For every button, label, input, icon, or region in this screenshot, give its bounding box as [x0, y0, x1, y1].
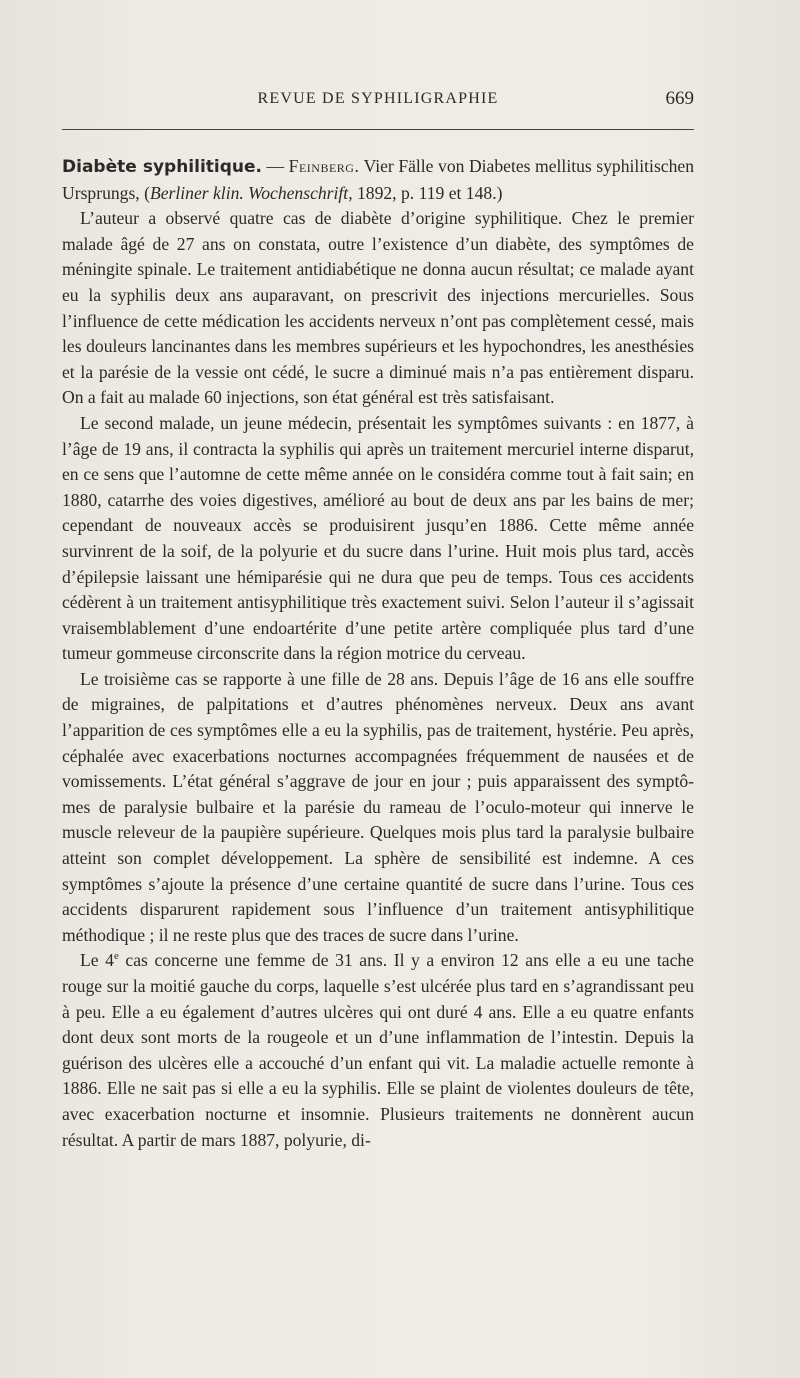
running-head	[62, 86, 694, 114]
reference-text: Vier Fälle von Diabetes mellitus syphilitischen Ursprungs, (	[62, 156, 695, 203]
header-rule	[62, 129, 694, 130]
reference-citation: 1892, p. 119 et 148.)	[352, 182, 503, 203]
reference-journal: Berliner klin. Wochenschrift,	[149, 182, 353, 203]
article-body	[62, 154, 694, 1153]
paragraph-case-4-text: cas concerne une femme de 31 ans. Il y a environ 12 ans elle a eu une tache rouge sur la moitié gauche du corps, laquelle s’est ulcérée plus tard en s’agrandissant peu à peu. Elle a eu également d’autres ulcères qui ont duré 4 ans. Elle a eu quatre enfants dont deux sont morts de la rougeole et un d’une inflammation de l’intestin. Depuis la guérison des ulcères elle a accouché d’un enfant qui vit. La maladie actuelle remonte à 1886. Elle ne sait pas si elle a eu la syphilis. Elle se plaint de violentes douleurs de tête, avec exacerbation nocturne et insomnie. Plusieurs traitements ne donnèrent aucun résultat. A partir de mars 1887, polyurie, di-	[62, 950, 694, 1150]
bibliographic-reference	[62, 154, 694, 206]
paragraph-case-4	[62, 948, 694, 1153]
running-title: REVUE DE SYPHILIGRAPHIE	[257, 90, 499, 107]
reference-author: Feinberg.	[288, 156, 360, 176]
reference-title: Diabète syphilitique.	[62, 157, 262, 177]
page-number: 669	[665, 88, 694, 109]
paragraph-case-1: L’auteur a observé quatre cas de diabète d’origine syphilitique. Chez le premier malade âgé de 27 ans on constata, outre l’existence d’un diabète, des symptômes de méningite spinale. Le traitement antidiabétique ne donna aucun résultat; ce malade ayant eu la syphilis deux ans auparavant, on prescrivit des injections mercurielles. Sous l’influence de cette médication les accidents nerveux n’ont pas complètement cessé, mais les douleurs lancinantes dans les membres supérieurs et les hypochondres, les anesthésies et la parésie de la vessie ont cédé, le sucre a diminué mais n’a pas entièrement disparu. On a fait au malade 60 injections, son état général est très satisfaisant.	[62, 208, 694, 408]
ordinal-superscript: e	[113, 950, 119, 963]
paragraph-case-2: Le second malade, un jeune médecin, présentait les symptômes suivants : en 1877, à l’âge de 19 ans, il contracta la syphilis qui après un traitement mercuriel interne disparut, en ce sens que l’automne de cette même année on le considéra comme tout à fait sain; en 1880, catarrhe des voies digestives, amélioré au bout de deux ans par les bains de mer; cependant de nouveaux accès se produisirent jusqu’en 1886. Cette même année survinrent de la soif, de la polyurie et du sucre dans l’urine. Huit mois plus tard, accès d’épilepsie laissant une hémiparésie qui ne dura que peu de temps. Tous ces accidents cédèrent à un traitement antisyphilitique très exactement suivi. Selon l’auteur il s’agissait vraisemblablement d’une endoartérite d’une petite artère compliquée plus tard d’une tumeur gommeuse circonscrite dans la région motrice du cerveau.	[62, 412, 694, 664]
reference-dash: —	[262, 156, 289, 176]
paragraph-case-4-start: Le 4	[80, 950, 114, 971]
paragraph-case-3: Le troisième cas se rapporte à une fille de 28 ans. Depuis l’âge de 16 ans elle souffre de migraines, de palpitations et d’autres phénomènes nerveux. Deux ans avant l’apparition de ces symptômes elle a eu la syphilis, pas de traitement, hystérie. Peu après, céphalée avec exacerbations nocturnes accompagnées fréquemment de nausées et de vomissements. L’état général s’aggrave de jour en jour ; puis apparaissent des symptômes de paralysie bulbaire et la parésie du rameau de l’oculo-moteur qui innerve le muscle releveur de la paupière supérieure. Quelques mois plus tard la paralysie bulbaire atteint son complet développement. La sphère de sensibilité est indemne. A ces symptômes s’ajoute la présence d’une certaine quantité de sucre dans l’urine. Tous ces accidents disparurent rapidement sous l’influence d’un traitement antisyphilitique méthodique ; il ne reste plus que des traces de sucre dans l’urine.	[62, 668, 694, 945]
